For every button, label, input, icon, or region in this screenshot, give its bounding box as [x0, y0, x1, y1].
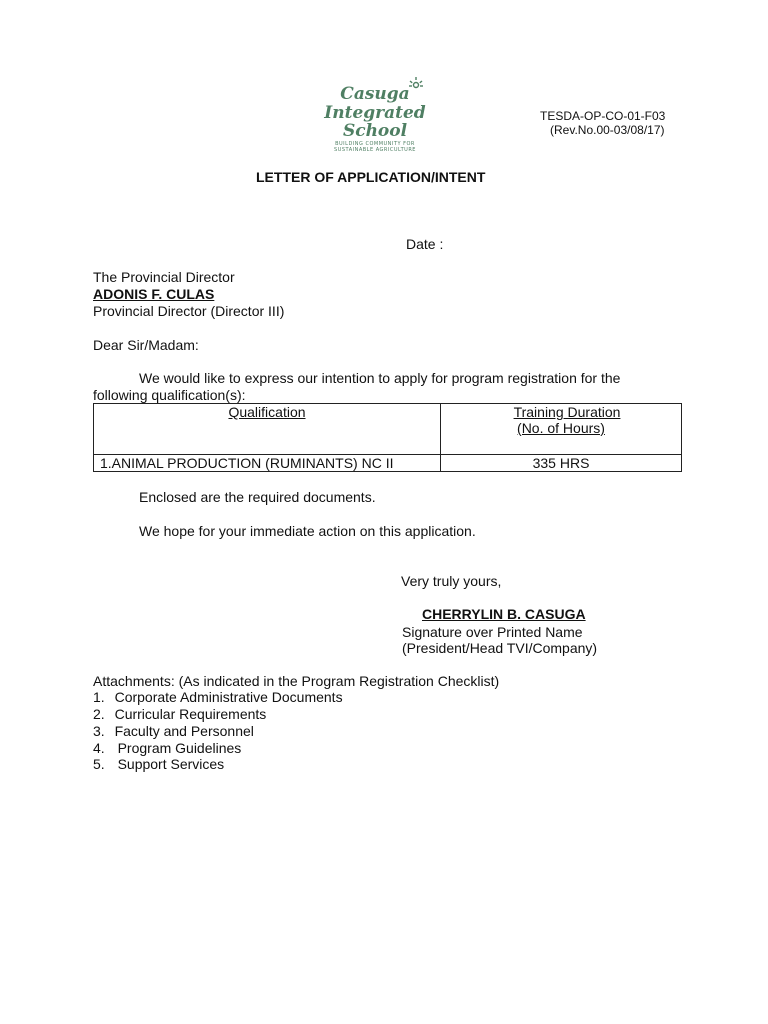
- list-item: [93, 706, 266, 723]
- date-label: Date :: [406, 236, 444, 252]
- enclosed-text: Enclosed are the required documents.: [139, 489, 376, 505]
- form-revision: (Rev.No.00-03/08/17): [550, 123, 665, 137]
- list-item-label: Faculty and Personnel: [114, 723, 254, 739]
- duration-header-text-1: Training Duration: [513, 404, 621, 420]
- form-code: TESDA-OP-CO-01-F03: [540, 109, 666, 123]
- signatory-name: CHERRYLIN B. CASUGA: [422, 606, 586, 622]
- duration-header-line-1: [441, 404, 681, 420]
- logo-tagline-2: SUSTAINABLE AGRICULTURE: [334, 147, 416, 153]
- list-item-label: Support Services: [117, 756, 225, 772]
- table-header-qualification: [94, 404, 441, 455]
- closing: Very truly yours,: [401, 573, 502, 589]
- table-header-row: [94, 404, 682, 455]
- table-header-duration: [441, 404, 682, 455]
- recipient-position: Provincial Director (Director III): [93, 303, 285, 319]
- intro-line-2: following qualification(s):: [93, 387, 246, 403]
- qualification-header: Qualification: [228, 404, 306, 420]
- list-item-number: 3.: [93, 723, 105, 739]
- list-item: [93, 740, 241, 757]
- list-item-number: 4.: [93, 740, 105, 756]
- intro-line-1: We would like to express our intention to apply for program registration for the: [139, 370, 621, 386]
- salutation: Dear Sir/Madam:: [93, 337, 199, 353]
- duration-cell: 335 HRS: [441, 455, 682, 472]
- logo-line-2: Integrated: [324, 103, 426, 123]
- list-item: [93, 756, 224, 773]
- recipient-name: ADONIS F. CULAS: [93, 286, 215, 302]
- list-item-label: Program Guidelines: [117, 740, 242, 756]
- qualification-table: [93, 403, 682, 472]
- letter-title: LETTER OF APPLICATION/INTENT: [256, 169, 486, 185]
- list-item-label: Curricular Requirements: [114, 706, 267, 722]
- list-item-label: Corporate Administrative Documents: [114, 689, 343, 705]
- logo-line-3: School: [342, 121, 408, 141]
- duration-header-line-2: (No. of Hours): [517, 420, 605, 436]
- signatory-position: (President/Head TVI/Company): [402, 640, 598, 656]
- list-item-number: 1.: [93, 689, 105, 705]
- list-item-number: 2.: [93, 706, 105, 722]
- list-item: [93, 723, 254, 740]
- list-item-number: 5.: [93, 756, 105, 772]
- qualification-cell: 1.ANIMAL PRODUCTION (RUMINANTS) NC II: [94, 455, 441, 472]
- hope-text: We hope for your immediate action on this application.: [139, 523, 476, 539]
- logo-line-1: Casuga: [340, 84, 410, 104]
- table-row: [94, 455, 682, 472]
- list-item: [93, 689, 343, 706]
- recipient-line: The Provincial Director: [93, 269, 235, 285]
- school-logo: [312, 76, 438, 154]
- signature-caption: Signature over Printed Name: [402, 624, 583, 640]
- attachments-heading: Attachments: (As indicated in the Program Registration Checklist): [93, 673, 500, 689]
- logo-tagline-1: BUILDING COMMUNITY FOR: [335, 141, 415, 147]
